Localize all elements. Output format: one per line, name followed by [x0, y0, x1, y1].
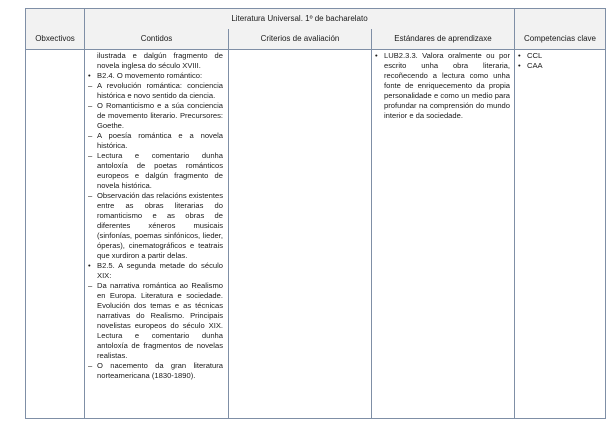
- contents-cell: [85, 51, 228, 381]
- standards-cell: [372, 51, 514, 121]
- title-empty-cell-right: [515, 9, 605, 29]
- table-header-row: [26, 29, 605, 50]
- table-title-row: [26, 9, 605, 30]
- header-criteria: Criterios de avaliación: [260, 34, 340, 43]
- list-item: • CCL: [517, 51, 601, 61]
- list-item: – Da narrativa romántica ao Realismo en Europa. Literatura e sociedade. Evolución dos temas e as técnicas narrativas do Realismo. Principais novelistas europeos do século XIX. Lectura e comentario dunha antoloxía de fragmentos de novelas realistas.: [87, 281, 223, 361]
- contents-list: [87, 51, 223, 381]
- list-item: • B2.4. O movemento romántico:: [87, 71, 223, 81]
- header-contents: Contidos: [140, 34, 173, 43]
- header-competences: Competencias clave: [523, 34, 597, 43]
- list-item: – A revolución romántica: conciencia histórica e novo sentido da ciencia.: [87, 81, 223, 101]
- title-empty-cell: [26, 9, 84, 29]
- header-standards: Estándares de aprendizaxe: [394, 34, 492, 43]
- table-title: Literatura Universal. 1º de bacharelato: [231, 14, 368, 23]
- list-item: • CAA: [517, 61, 601, 71]
- standards-list: [374, 51, 510, 121]
- objectives-cell: [26, 49, 84, 419]
- header-objectives: Obxectivos: [35, 34, 75, 43]
- criteria-cell: [229, 51, 371, 419]
- competences-cell: [515, 51, 605, 71]
- list-item: – O nacemento da gran literatura norteamericana (1830-1890).: [87, 361, 223, 381]
- list-item: • B2.5. A segunda metade do século XIX:: [87, 261, 223, 281]
- list-item: – A poesía romántica e a novela histórica.: [87, 131, 223, 151]
- list-item: ilustrada e dalgún fragmento de novela inglesa do século XVIII.: [97, 51, 223, 70]
- curriculum-table: [25, 8, 606, 419]
- list-item: – Lectura e comentario dunha antoloxía de poetas románticos europeos e dalgún fragmento de novela histórica.: [87, 151, 223, 191]
- list-item: • LUB2.3.3. Valora oralmente ou por escrito unha obra literaria, recoñecendo a lectura como unha fonte de enriquecemento da propia personalidade e como un medio para profundar na comprensión do mundo interior e da sociedade.: [374, 51, 510, 121]
- competences-list: [517, 51, 601, 71]
- list-item: – Observación das relacións existentes entre as obras literarias do romanticismo e as obras de diferentes xéneros musicais (sinfonías, poemas sinfónicos, lieder, óperas), cinematográficos e teatrais que xurdiron a partir delas.: [87, 191, 223, 261]
- table-body-row: [26, 49, 605, 419]
- list-item: – O Romanticismo e a súa conciencia de movemento literario. Precursores: Goethe.: [87, 101, 223, 131]
